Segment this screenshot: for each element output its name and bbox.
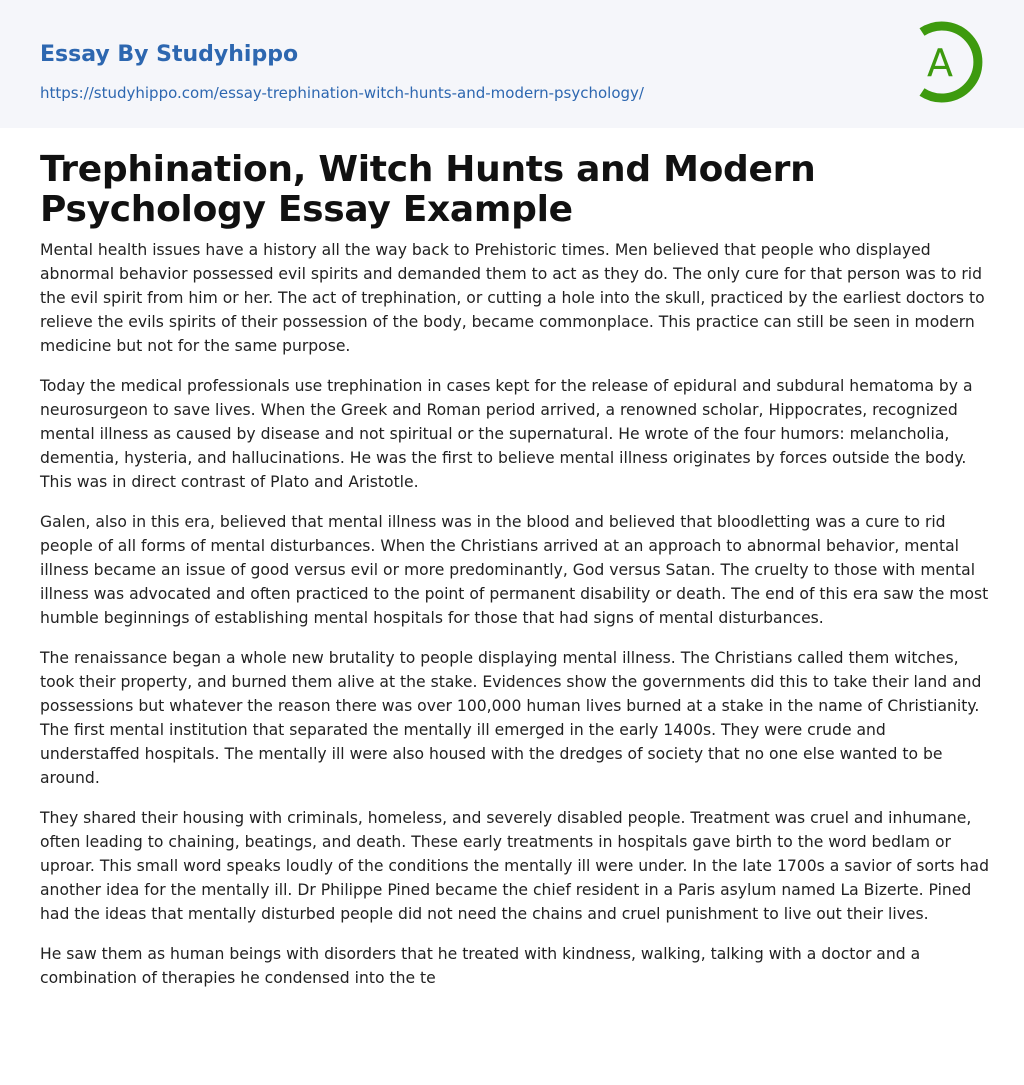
svg-text:A: A bbox=[927, 41, 953, 85]
paragraph: Today the medical professionals use trephination in cases kept for the release of epidural and subdural hematoma by a neurosurgeon to save lives. When the Greek and Roman period arrived, a renowned scholar, Hippocrates, recognized mental illness as caused by disease and not spiritual or the supernatural. He wrote of the four humors: melancholia, dementia, hysteria, and hallucinations. He was the first to believe mental illness originates by forces outside the body. This was in direct contrast of Plato and Aristotle. bbox=[40, 377, 973, 491]
article-body bbox=[40, 238, 989, 990]
paragraph: The renaissance began a whole new brutality to people displaying mental illness. The Christians called them witches, took their property, and burned them alive at the stake. Evidences show the governments did this to take their land and possessions but whatever the reason there was over 100,000 human lives burned at a stake in the name of Christianity. The first mental institution that separated the mentally ill emerged in the early 1400s. They were crude and understaffed hospitals. The mentally ill were also housed with the dredges of society that no one else wanted to be around. bbox=[40, 649, 982, 787]
studyhippo-logo-icon[interactable] bbox=[912, 18, 988, 106]
essay-url-link[interactable]: https://studyhippo.com/essay-trephination-witch-hunts-and-modern-psychology/ bbox=[40, 84, 644, 102]
article bbox=[0, 128, 1024, 990]
page-title: Trephination, Witch Hunts and Modern Psychology Essay Example bbox=[40, 149, 816, 230]
paragraph: Galen, also in this era, believed that mental illness was in the blood and believed that bloodletting was a cure to rid people of all forms of mental disturbances. When the Christians arrived at an approach to abnormal behavior, mental illness became an issue of good versus evil or more predominantly, God versus Satan. The cruelty to those with mental illness was advocated and often practiced to the point of permanent disability or death. The end of this era saw the most humble beginnings of establishing mental hospitals for those that had signs of mental disturbances. bbox=[40, 513, 989, 627]
paragraph: Mental health issues have a history all the way back to Prehistoric times. Men believed that people who displayed abnormal behavior possessed evil spirits and demanded them to act as they do. The only cure for that person was to rid the evil spirit from him or her. The act of trephination, or cutting a hole into the skull, practiced by the earliest doctors to relieve the evils spirits of their possession of the body, became commonplace. This practice can still be seen in modern medicine but not for the same purpose. bbox=[40, 241, 985, 355]
site-header bbox=[0, 0, 1024, 128]
paragraph: He saw them as human beings with disorders that he treated with kindness, walking, talking with a doctor and a combination of therapies he condensed into the te bbox=[40, 945, 921, 987]
paragraph: They shared their housing with criminals, homeless, and severely disabled people. Treatment was cruel and inhumane, often leading to chaining, beatings, and death. These early treatments in hospitals gave birth to the word bedlam or uproar. This small word speaks loudly of the conditions the mentally ill were under. In the late 1700s a savior of sorts had another idea for the mentally ill. Dr Philippe Pined became the chief resident in a Paris asylum named La Bizerte. Pined had the ideas that mentally disturbed people did not need the chains and cruel punishment to live out their lives. bbox=[40, 809, 989, 923]
brand-title[interactable]: Essay By Studyhippo bbox=[40, 42, 299, 67]
